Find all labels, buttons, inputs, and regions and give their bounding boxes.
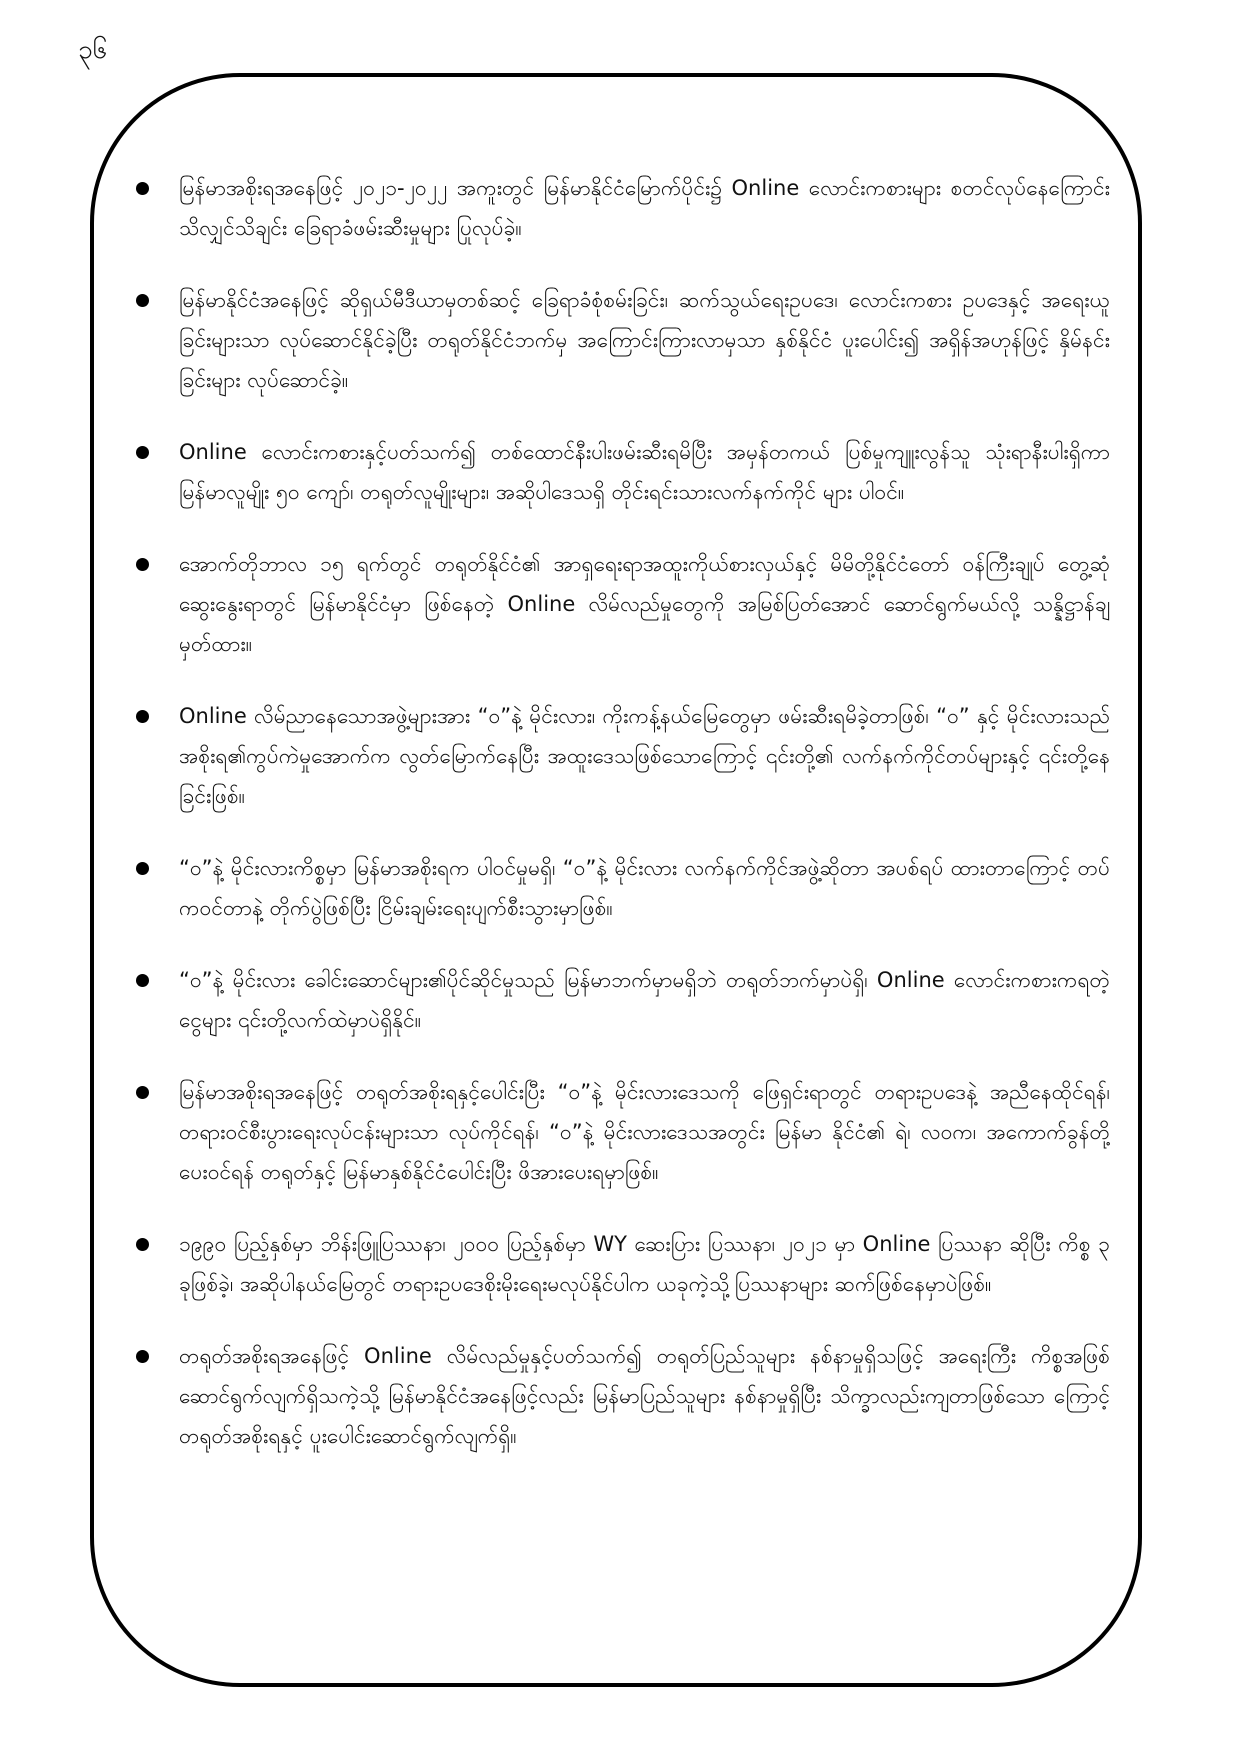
- bullet-text: “ဝ”နဲ့ မိုင်းလား ခေါင်းဆောင်များ၏ပိုင်ဆိုင်မှုသည် မြန်မာဘက်မှာမရှိဘဲ တရုတ်ဘက်မှာပဲရှိ၊ Online လောင်းကစားကရတဲ့ငွေများ ၎င်းတို့လက်ထဲမှာပဲရှိနိုင်။: [179, 968, 1110, 1032]
- bullet-text: ၁၉၉၀ ပြည့်နှစ်မှာ ဘိန်းဖြူပြဿနာ၊ ၂၀၀၀ ပြည့်နှစ်မှာ WY ဆေးပြား ပြဿနာ၊ ၂၀၂၁ မှာ Online ပြဿနာ ဆိုပြီး ကိစ္စ ၃ ခုဖြစ်ခဲ့၊ အဆိုပါနယ်မြေတွင် တရားဥပဒေစိုးမိုးရေးမလုပ်နိုင်ပါက ယခုကဲ့သို့ပြဿနာများ ဆက်ဖြစ်နေမှာပဲဖြစ်။: [179, 1232, 1110, 1296]
- bullet-icon: [136, 710, 149, 723]
- list-item: [132, 1072, 1110, 1192]
- list-item: [132, 696, 1110, 816]
- bullet-text: Online လိမ်ညာနေသောအဖွဲ့များအား “ဝ”နဲ့ မိုင်းလား၊ ကိုးကန့်နယ်မြေတွေမှာ ဖမ်းဆီးရမိခဲ့တာဖြစ်၊ “ဝ” နှင့် မိုင်းလားသည် အစိုးရ၏ကွပ်ကဲမှုအောက်က လွတ်မြောက်နေပြီး အထူးဒေသဖြစ်သောကြောင့် ၎င်းတို့၏ လက်နက်ကိုင်တပ်များနှင့် ၎င်းတို့နေခြင်းဖြစ်။: [179, 704, 1110, 808]
- bullet-icon: [136, 862, 149, 875]
- bullet-text: Online လောင်းကစားနှင့်ပတ်သက်၍ တစ်ထောင်နီးပါးဖမ်းဆီးရမိပြီး အမှန်တကယ် ပြစ်မှုကျူးလွန်သူ သုံးရာနီးပါးရှိကာ မြန်မာလူမျိုး ၅၀ ကျော်၊ တရုတ်လူမျိုးများ၊ အဆိုပါဒေသရှိ တိုင်းရင်းသားလက်နက်ကိုင် များ ပါဝင်။: [179, 440, 1110, 504]
- bullet-icon: [136, 294, 149, 307]
- bullet-text: “ဝ”နဲ့ မိုင်းလားကိစ္စမှာ မြန်မာအစိုးရက ပါဝင်မှုမရှိ၊ “ဝ”နဲ့ မိုင်းလား လက်နက်ကိုင်အဖွဲ့ဆိုတာ အပစ်ရပ် ထားတာကြောင့် တပ်ကဝင်တာနဲ့ တိုက်ပွဲဖြစ်ပြီး ငြိမ်းချမ်းရေးပျက်စီးသွားမှာဖြစ်။: [179, 856, 1110, 920]
- bullet-list: [132, 168, 1110, 1488]
- bullet-icon: [136, 1238, 149, 1251]
- bullet-icon: [136, 446, 149, 459]
- list-item: [132, 544, 1110, 664]
- bullet-text: တရုတ်အစိုးရအနေဖြင့် Online လိမ်လည်မှုနှင့်ပတ်သက်၍ တရုတ်ပြည်သူများ နစ်နာမှုရှိသဖြင့် အရေးကြီး ကိစ္စအဖြစ် ဆောင်ရွက်လျက်ရှိသကဲ့သို့ မြန်မာနိုင်ငံအနေဖြင့်လည်း မြန်မာပြည်သူများ နစ်နာမှုရှိပြီး သိက္ခာလည်းကျတာဖြစ်သော ကြောင့် တရုတ်အစိုးရနှင့် ပူးပေါင်းဆောင်ရွက်လျက်ရှိ။: [179, 1344, 1110, 1448]
- bullet-text: မြန်မာနိုင်ငံအနေဖြင့် ဆိုရှယ်မီဒီယာမှတစ်ဆင့် ခြေရာခံစုံစမ်းခြင်း၊ ဆက်သွယ်ရေးဥပဒေ၊ လောင်းကစား ဥပဒေနှင့် အရေးယူခြင်းများသာ လုပ်ဆောင်နိုင်ခဲ့ပြီး တရုတ်နိုင်ငံဘက်မှ အကြောင်းကြားလာမှသာ နှစ်နိုင်ငံ ပူးပေါင်း၍ အရှိန်အဟုန်ဖြင့် နှိမ်နင်းခြင်းများ လုပ်ဆောင်ခဲ့။: [179, 288, 1110, 392]
- page-number: ၃၆: [78, 35, 108, 65]
- list-item: [132, 168, 1110, 248]
- bullet-text: မြန်မာအစိုးရအနေဖြင့် ၂၀၂၁-၂၀၂၂ အကူးတွင် မြန်မာနိုင်ငံမြောက်ပိုင်း၌ Online လောင်းကစားများ စတင်လုပ်နေကြောင်း သိလျှင်သိချင်း ခြေရာခံဖမ်းဆီးမှုများ ပြုလုပ်ခဲ့။: [179, 176, 1110, 240]
- bullet-icon: [136, 1350, 149, 1363]
- bullet-icon: [136, 974, 149, 987]
- list-item: [132, 960, 1110, 1040]
- bullet-text: အောက်တိုဘာလ ၁၅ ရက်တွင် တရုတ်နိုင်ငံ၏ အာရှရေးရာအထူးကိုယ်စားလှယ်နှင့် မိမိတို့နိုင်ငံတော် ဝန်ကြီးချုပ် တွေ့ဆုံဆွေးနွေးရာတွင် မြန်မာနိုင်ငံမှာ ဖြစ်နေတဲ့ Online လိမ်လည်မှုတွေကို အမြစ်ပြတ်အောင် ဆောင်ရွက်မယ်လို့ သန္နိဋ္ဌာန်ချမှတ်ထား။: [179, 552, 1110, 656]
- list-item: [132, 1336, 1110, 1456]
- bullet-text: မြန်မာအစိုးရအနေဖြင့် တရုတ်အစိုးရနှင့်ပေါင်းပြီး “ဝ”နဲ့ မိုင်းလားဒေသကို ဖြေရှင်းရာတွင် တရားဥပဒေနဲ့ အညီနေထိုင်ရန်၊ တရားဝင်စီးပွားရေးလုပ်ငန်းများသာ လုပ်ကိုင်ရန်၊ “ဝ”နဲ့ မိုင်းလားဒေသအတွင်း မြန်မာ နိုင်ငံ၏ ရဲ၊ လဝက၊ အကောက်ခွန်တို့ပေးဝင်ရန် တရုတ်နှင့် မြန်မာနှစ်နိုင်ငံပေါင်းပြီး ဖိအားပေးရမှာဖြစ်။: [179, 1080, 1110, 1184]
- list-item: [132, 432, 1110, 512]
- list-item: [132, 848, 1110, 928]
- bullet-icon: [136, 182, 149, 195]
- bullet-icon: [136, 558, 149, 571]
- bullet-icon: [136, 1086, 149, 1099]
- list-item: [132, 280, 1110, 400]
- list-item: [132, 1224, 1110, 1304]
